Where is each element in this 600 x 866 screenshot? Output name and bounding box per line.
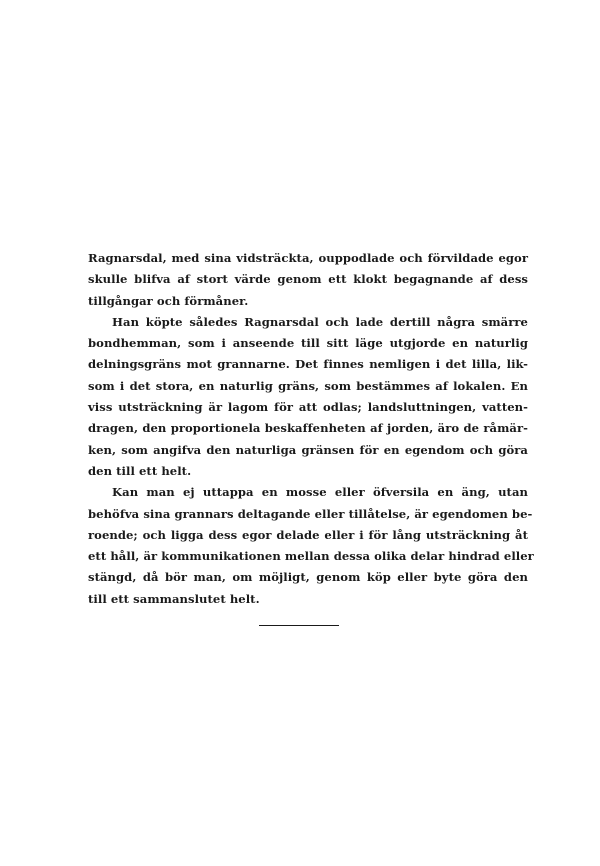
text-line: delningsgräns mot grannarne. Det finnes nemligen i det lilla, lik- [88, 357, 528, 372]
text-line: roende; och ligga dess egor delade eller i för lång utsträckning åt [88, 527, 528, 542]
body-text [88, 248, 534, 610]
text-line: stängd, då bör man, om möjligt, genom köp eller byte göra den [88, 570, 528, 585]
text-line: skulle blifva af stort värde genom ett klokt begagnande af dess [88, 272, 528, 287]
text-line: den till ett helt. [88, 463, 192, 478]
text-line: dragen, den proportionela beskaffenheten af jorden, äro de råmär- [88, 421, 528, 436]
text-line: Han köpte således Ragnarsdal och lade dertill några smärre [112, 314, 528, 329]
paragraph-1 [88, 248, 528, 312]
text-line: tillgångar och förmåner. [88, 293, 249, 308]
text-line: behöfva sina grannars deltagande eller tillåtelse, är egendomen be- [88, 506, 533, 521]
text-line: som i det stora, en naturlig gräns, som bestämmes af lokalen. En [88, 378, 528, 393]
section-divider-rule [259, 625, 339, 626]
paragraph-2 [88, 312, 528, 482]
text-line: Ragnarsdal, med sina vidsträckta, ouppodlade och förvildade egor [88, 251, 528, 265]
text-line: viss utsträckning är lagom för att odlas; landsluttningen, vatten- [88, 400, 528, 415]
text-line: till ett sammanslutet helt. [88, 591, 260, 606]
paragraph-3 [88, 482, 534, 610]
text-line: ken, som angifva den naturliga gränsen för en egendom och göra [88, 442, 528, 457]
text-line: Kan man ej uttappa en mosse eller öfversila en äng, utan [112, 485, 528, 500]
text-line: ett håll, är kommunikationen mellan dessa olika delar hindrad eller [88, 549, 534, 564]
text-line: bondhemman, som i anseende till sitt läge utgjorde en naturlig [88, 336, 528, 351]
